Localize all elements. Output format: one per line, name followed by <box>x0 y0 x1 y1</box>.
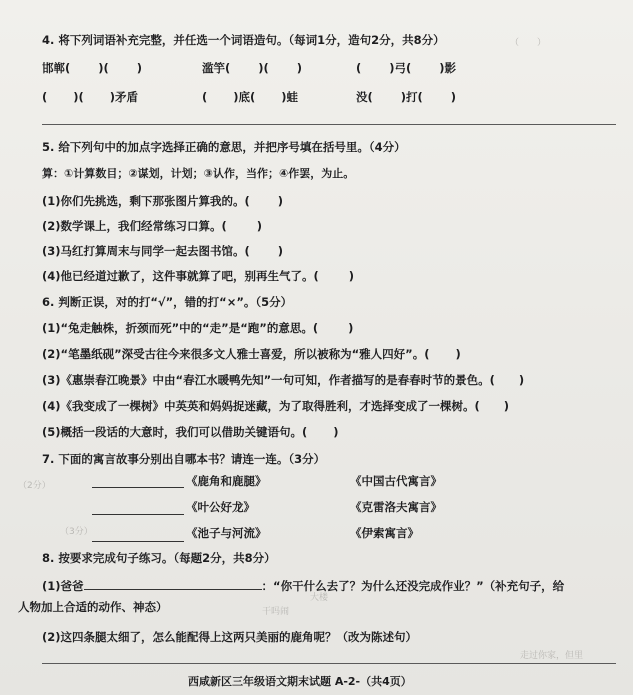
fable-book-underline <box>92 503 184 515</box>
q8-sentence-2: (2)这四条腿太细了，怎么能配得上这两只美丽的鹿角呢？（改为陈述句） <box>42 630 418 644</box>
q5-item-text: (1)你们先挑选，剩下那张图片算我的。( <box>42 194 250 208</box>
q5-item-2: (2)数学课上，我们经常练习口算。( ) <box>42 219 263 233</box>
idiom-part: )底( <box>233 90 256 104</box>
sentence-text: ：“你干什么去了？为什么还没完成作业？”（补充句子，给 <box>261 579 565 593</box>
fable-book-underline <box>92 476 184 488</box>
q4-idiom-row-1 <box>42 61 142 75</box>
q5-heading: 5. 给下列句中的加点字选择正确的意思，并把序号填在括号里。（4分） <box>42 140 406 154</box>
q6-item-text: (1)“兔走触株，折颈而死”中的“走”是“跑”的意思。( <box>42 321 319 335</box>
q5-item-text: (3)马红打算周末与同学一起去图书馆。( <box>42 244 250 258</box>
q6-item-4: (4)《我变成了一棵树》中英英和妈妈捉迷藏，为了取得胜利，才选择变成了一棵树。( ) <box>42 399 510 413</box>
idiom-part: ( <box>42 90 48 104</box>
idiom-part: )弓( <box>389 61 412 75</box>
q5-item-text: (4)他已经道过歉了，这件事就算了吧，别再生气了。( <box>42 269 319 283</box>
q6-item-text: (4)《我变成了一棵树》中英英和妈妈捉迷藏，为了取得胜利，才选择变成了一棵树。( <box>42 399 480 413</box>
q6-item-5: (5)概括一段话的大意时，我们可以借助关键语句。( ) <box>42 425 339 439</box>
q4-idiom-row-2c <box>356 90 456 104</box>
q5-options: 算：①计算数目；②谋划，计划；③认作，当作；④作罢，为止。 <box>42 167 355 180</box>
idiom-part: ) <box>450 90 457 104</box>
sentence-text: (1)爸爸 <box>42 579 84 593</box>
idiom-part: )( <box>73 90 84 104</box>
idiom-part: )蛙 <box>281 90 299 104</box>
idiom-part: )( <box>98 61 109 75</box>
q5-item-1: (1)你们先挑选，剩下那张图片算我的。( ) <box>42 194 284 208</box>
fable-title[interactable]: 《鹿角和鹿腿》 <box>186 474 267 488</box>
q6-item-text: (3)《惠崇春江晚景》中由“春江水暖鸭先知”一句可知，作者描写的是春春时节的景色。( <box>42 373 495 387</box>
idiom-part: ( <box>356 61 362 75</box>
q5-item-text: (2)数学课上，我们经常练习口算。( <box>42 219 227 233</box>
idiom-part: 滥竽( <box>202 61 231 75</box>
q6-item-2: (2)“笔墨纸砚”深受古往今来很多文人雅士喜爱，所以被称为“雅人四好”。( ) <box>42 347 461 361</box>
q8-heading: 8. 按要求完成句子练习。（每题2分，共8分） <box>42 551 276 565</box>
answer-line <box>42 124 616 125</box>
idiom-part: )( <box>258 61 269 75</box>
bleed-through-text: 干吗闹 <box>262 607 290 617</box>
book-title[interactable]: 《中国古代寓言》 <box>350 474 442 488</box>
bleed-through-text: 走过你家，但里 <box>520 651 584 661</box>
q6-item-1: (1)“兔走触株，折颈而死”中的“走”是“跑”的意思。( ) <box>42 321 354 335</box>
q6-item-3: (3)《惠崇春江晚景》中由“春江水暖鸭先知”一句可知，作者描写的是春春时节的景色。( ) <box>42 373 525 387</box>
q5-item-4: (4)他已经道过歉了，这件事就算了吧，别再生气了。( ) <box>42 269 355 283</box>
book-title[interactable]: 《伊索寓言》 <box>350 526 419 540</box>
q8-sentence-1-cont: 人物加上合适的动作、神态） <box>18 600 168 614</box>
bleed-through-text: （3分） <box>60 527 93 537</box>
idiom-part: 邯郸( <box>42 61 71 75</box>
q8-sentence-1 <box>42 578 564 593</box>
fable-book-underline <box>92 530 184 542</box>
q6-heading: 6. 判断正误，对的打“√”，错的打“×”。（5分） <box>42 295 293 309</box>
q4-idiom-row-1c <box>356 61 456 75</box>
q4-heading: 4. 将下列词语补充完整，并任选一个词语造句。（每词1分，造句2分，共8分） <box>42 33 445 47</box>
fable-title[interactable]: 《池子与河流》 <box>186 526 267 540</box>
q7-heading: 7. 下面的寓言故事分别出自哪本书？请连一连。（3分） <box>42 452 326 466</box>
answer-line <box>42 663 616 664</box>
q6-item-text: (2)“笔墨纸砚”深受古往今来很多文人雅士喜爱，所以被称为“雅人四好”。( <box>42 347 430 361</box>
bleed-through-text: （ ） <box>510 38 547 48</box>
idiom-part: )影 <box>439 61 457 75</box>
idiom-part: 没( <box>356 90 373 104</box>
fable-title[interactable]: 《叶公好龙》 <box>186 500 255 514</box>
q4-idiom-row-2 <box>42 90 138 104</box>
q5-item-3: (3)马红打算周末与同学一起去图书馆。( ) <box>42 244 284 258</box>
idiom-part: ) <box>296 61 303 75</box>
answer-blank[interactable] <box>84 578 262 590</box>
bleed-through-text: （2分） <box>18 481 51 491</box>
idiom-part: ) <box>136 61 143 75</box>
idiom-part: )打( <box>400 90 423 104</box>
bleed-through-text: 大楼 <box>310 593 329 603</box>
q4-idiom-row-1b <box>202 61 302 75</box>
q6-item-text: (5)概括一段话的大意时，我们可以借助关键语句。( <box>42 425 308 439</box>
idiom-part: ( <box>202 90 208 104</box>
book-title[interactable]: 《克雷洛夫寓言》 <box>350 500 442 514</box>
q4-idiom-row-2b <box>202 90 298 104</box>
page-footer: 西咸新区三年级语文期末试题 A-2-（共4页） <box>188 675 412 688</box>
idiom-part: )矛盾 <box>109 90 139 104</box>
